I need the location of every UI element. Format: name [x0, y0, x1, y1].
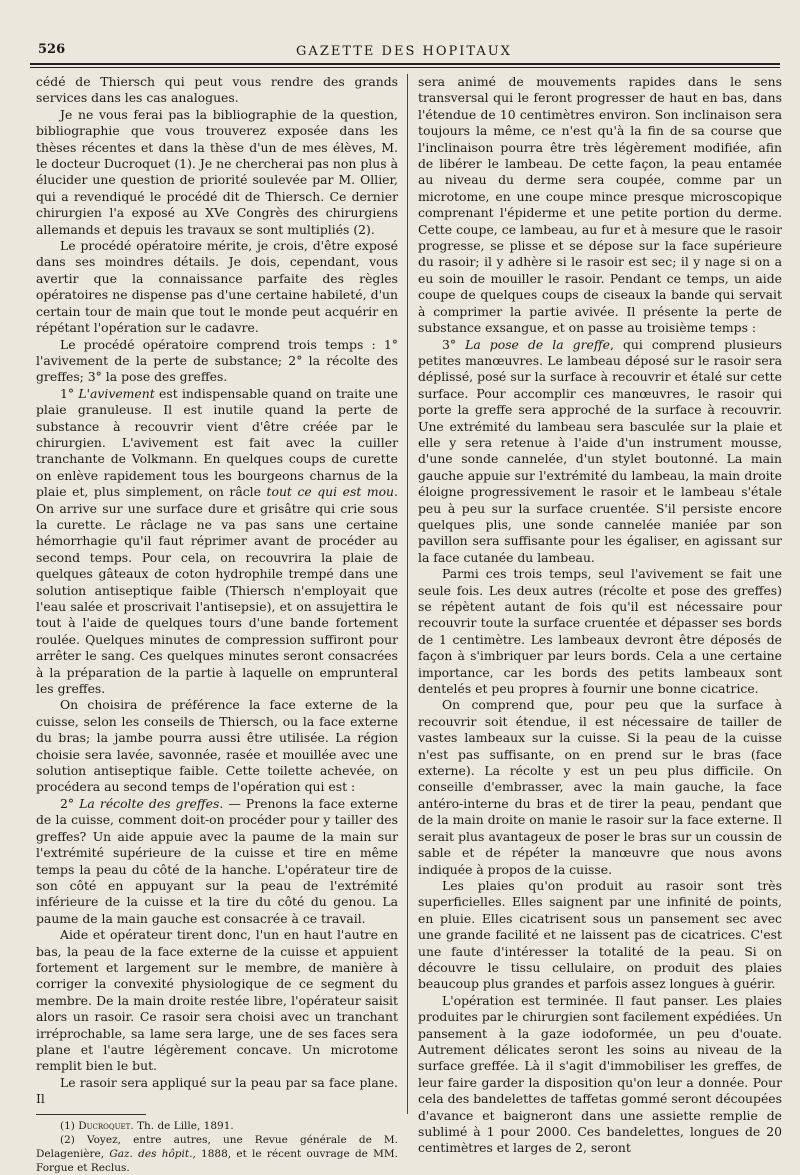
paragraph: On choisira de préférence la face externe de la cuisse, selon les conseils de Thiersch, ou la face externe du bras; la jambe pourra aussi être utilisée. La région choisie sera lavée, savonnée, rasée et mouillée avec une solution antiseptique faible. Cette toilette achevée, on procédera au second temps de l'opération qui est :	[36, 697, 398, 795]
section-title-avivement: L'avivement	[78, 385, 155, 401]
header-rule-thick	[30, 63, 780, 65]
text-span: est indispensable quand on traite une plaie granuleuse. Il est inutile quand la perte de substance à recouvrir vient d'être créée par le chirurgien. L'avivement est fait avec la cuiller tranchante de Volkmann. En quelques coups de curette on enlève rapidement tous les bourgeons charnus de la plaie et, plus simplement, on râcle	[36, 385, 398, 500]
paragraph: Parmi ces trois temps, seul l'avivement se fait une seule fois. Les deux autres (récolte et pose des greffes) se répètent autant de fois qu'il est nécessaire pour recouvrir toute la surface cruentée et dépasser ses bords de 1 centimètre. Les lambeaux devront être déposés de façon à s'imbriquer par leurs bords. Cela a une certaine importance, car les bords des petits lambeaux sont dentelés et peu propres à fournir une bonne cicatrice.	[418, 566, 782, 697]
italic-phrase: Gaz. des hôpit.	[109, 1147, 193, 1160]
text-span: . Th. de Lille, 1891.	[130, 1119, 234, 1132]
footnote-2	[36, 1133, 398, 1175]
paragraph-pose	[418, 337, 782, 567]
text-span: 3°	[442, 336, 466, 352]
journal-title: GAZETTE DES HOPITAUX	[296, 43, 512, 59]
text-span: . — Prenons la face externe de la cuisse, comment doit-on procéder pour y tailler des greffes? Un aide appuie avec la paume de la main sur l'extrémité supérieure de la cuisse et tire en même temps la peau du côté de la hanche. L'opérateur tire de son côté en appuyant sur la peau de l'extrémité inférieure de la cuisse et la tire du côté du genou. La paume de la main gauche est consacrée à ce travail.	[36, 795, 398, 926]
section-title-recolte: La récolte des greffes	[79, 795, 220, 811]
paragraph: Je ne vous ferai pas la bibliographie de la question, bibliographie que vous trouverez exposée dans les thèses récentes et dans la thèse d'un de mes élèves, M. le docteur Ducroquet (1). Je ne chercherai pas non plus à élucider une question de priorité soulevée par M. Ollier, qui a revendiqué le procédé dit de Thiersch. Ce dernier chirurgien l'a exposé au XVe Congrès des chirurgiens allemands et depuis les travaux se sont multipliés (2).	[36, 106, 398, 237]
paragraph: Aide et opérateur tirent donc, l'un en haut l'autre en bas, la peau de la face externe de la cuisse et appuient fortement et largement sur le membre, de manière à corriger la convexité physiologique de ce segment du membre. De la main droite restée libre, l'opérateur saisit alors un rasoir. Ce rasoir sera choisi avec un tranchant irréprochable, sa lame sera large, une de ses faces sera plane et l'autre légèrement concave. Un microtome remplit bien le but.	[36, 927, 398, 1074]
paragraph: L'opération est terminée. Il faut panser. Les plaies produites par le chirurgien sont facilement expédiées. Un pansement à la gaze iodoformée, un peu d'ouate. Autrement délicates seront les soins au niveau de la surface greffée. Là il s'agit d'immobiliser les greffes, de leur faire garder la disposition qu'on leur a donnée. Pour cela des bandelettes de taffetas gommé seront découpées d'avance et baigneront dans une assiette remplie de sublimé à 1 pour 2000. Ces bandelettes, longues de 20 centimètres et larges de 2, seront	[418, 992, 782, 1156]
paragraph-recolte: 2° La récolte des greffes. — Prenons la face externe de la cuisse, comment doit-on procéder pour y tailler des greffes? Un aide appuie avec la paume de la main sur l'extrémité supérieure de la cuisse et tire en même temps la peau du côté de la hanche. L'opérateur tire de son côté en appuyant sur la peau de l'extrémité inférieure de la cuisse et la tire du côté du genou. La paume de la main gauche est consacrée à ce travail.	[36, 795, 398, 926]
header-rule-thin	[30, 67, 780, 68]
footnote-author: Ducroquet	[78, 1119, 131, 1132]
text-span: . On arrive sur une surface dure et grisâtre qui crie sous la curette. Le râclage ne va pas sans une certaine hémorrhagie qu'il faut réprimer avant de procéder au second temps. Pour cela, on recouvrira la plaie de quelques gâteaux de coton hydrophile trempé dans une solution antiseptique faible (Thiersch n'employait que l'eau salée et proscrivait l'antisepsie), et on assujettira le tout à l'aide de quelques tours d'une bande fortement roulée. Quelques minutes de compression suffiront pour arrêter le sang. Ces quelques minutes seront consacrées à la préparation de la partie à laquelle on emprunteral les greffes.	[36, 484, 398, 697]
text-span: , qui comprend plusieurs petites manœuvres. Le lambeau déposé sur le rasoir sera déplissé, posé sur la surface à recouvrir et étalé sur cette surface. Pour accomplir ces manœuvres, le rasoir qui porte la greffe sera approché de la surface à recouvrir. Une extrémité du lambeau sera basculée sur la plaie et elle y sera retenue à l'aide d'un instrument mousse, d'une sonde cannelée, d'un stylet boutonné. La main gauche appuie sur l'extrémité du lambeau, la main droite éloigne progressivement le rasoir et le lambeau s'étale peu à peu sur la surface cruentée. S'il persiste encore quelques plis, une sonde cannelée maniée par son pavillon sera suffisante pour les égaliser, en agissant sur la face cutanée du lambeau.	[418, 336, 782, 565]
section-title-pose: La pose de la greffe	[465, 336, 610, 352]
left-column	[36, 74, 398, 1175]
paragraph: Le procédé opératoire comprend trois temps : 1° l'avivement de la perte de substance; 2° la récolte des greffes; 3° la pose des greffes.	[36, 336, 398, 385]
paragraph: On comprend que, pour peu que la surface à recouvrir soit étendue, il est nécessaire de tailler de vastes lambeaux sur la cuisse. Si la peau de la cuisse n'est pas suffisante, on en prend sur le bras (face externe). La récolte y est un peu plus difficile. On conseille d'embrasser, avec la main gauche, la face antéro-interne du bras et de tirer la peau, pendant que de la main droite on manie le rasoir sur la face externe. Il serait plus avantageux de poser le bras sur un coussin de sable et de répéter la manœuvre que nous avons indiquée à propos de la cuisse.	[418, 697, 782, 877]
paragraph: cédé de Thiersch qui peut vous rendre des grands services dans les cas analogues.	[36, 74, 398, 106]
paragraph: Le procédé opératoire mérite, je crois, d'être exposé dans ses moindres détails. Je dois, cependant, vous avertir que la connaissance parfaite des règles opératoires ne dispense pas d'une certaine habileté, d'un certain tour de main que tout le monde peut acquérir en répétant l'opération sur le cadavre.	[36, 238, 398, 336]
page-header	[28, 40, 780, 62]
text-span: (2) Voyez, entre autres, une Revue générale de M. Delagenière,	[36, 1133, 398, 1160]
page-number: 526	[38, 42, 66, 57]
paragraph: Le rasoir sera appliqué sur la peau par sa face plane. Il	[36, 1074, 398, 1107]
italic-phrase: tout ce qui est mou	[266, 484, 395, 500]
footnote-1: (1) Ducroquet. Th. de Lille, 1891.	[60, 1119, 234, 1132]
right-column	[418, 74, 782, 1157]
text-span: , 1888, et le récent ouvrage de MM. Forgue et Reclus.	[36, 1147, 398, 1174]
paragraph-avivement: 1° L'avivement est indispensable quand on traite une plaie granuleuse. Il est inutile quand la perte de substance à recouvrir vient d'être créée par le chirurgien. L'avivement est fait avec la cuiller tranchante de Volkmann. En quelques coups de curette on enlève rapidement tous les bourgeons charnus de la plaie et, plus simplement, on râcle tout ce qui est mou. On arrive sur une surface dure et grisâtre qui crie sous la curette. Le râclage ne va pas sans une certaine hémorrhagie qu'il faut réprimer avant de procéder au second temps. Pour cela, on recouvrira la plaie de quelques gâteaux de coton hydrophile trempé dans une solution antiseptique faible (Thiersch n'employait que l'eau salée et proscrivait l'antisepsie), et on assujettira le tout à l'aide de quelques tours d'une bande fortement roulée. Quelques minutes de compression suffiront pour arrêter le sang. Ces quelques minutes seront consacrées à la préparation de la partie à laquelle on emprunteral les greffes.	[36, 385, 398, 697]
paragraph: sera animé de mouvements rapides dans le sens transversal qui le feront progresser de haut en bas, dans l'étendue de 10 centimètres environ. Son inclinaison sera toujours la même, ce n'est qu'à la fin de sa course que l'inclinaison pourra être très légèrement modifiée, afin de libérer le lambeau. De cette façon, la peau entamée au niveau du derme sera coupée, comme par un microtome, en une coupe mince presque microscopique comprenant l'épiderme et une petite portion du derme. Cette coupe, ce lambeau, au fur et à mesure que le rasoir progresse, se plisse et se dépose sur la face supérieure du rasoir; il y adhère si le rasoir est sec; il y nage si on a eu soin de mouiller le rasoir. Pendant ce temps, un aide coupe de quelques coups de ciseaux la bande qui servait à comprimer la partie avivée. Il présente la perte de substance exsangue, et on passe au troisième temps :	[418, 74, 782, 336]
footnote-rule	[36, 1114, 146, 1115]
paragraph: Les plaies qu'on produit au rasoir sont très superficielles. Elles saignent par une infinité de points, en pluie. Elles cicatrisent sous un pansement sec avec une grande facilité et ne laissent pas de cicatrices. C'est une faute d'intéresser la totalité de la peau. Si on découvre le tissu cellulaire, on produit des plaies beaucoup plus grandes et parfois assez longues à guérir.	[418, 877, 782, 992]
column-divider	[407, 74, 408, 1114]
